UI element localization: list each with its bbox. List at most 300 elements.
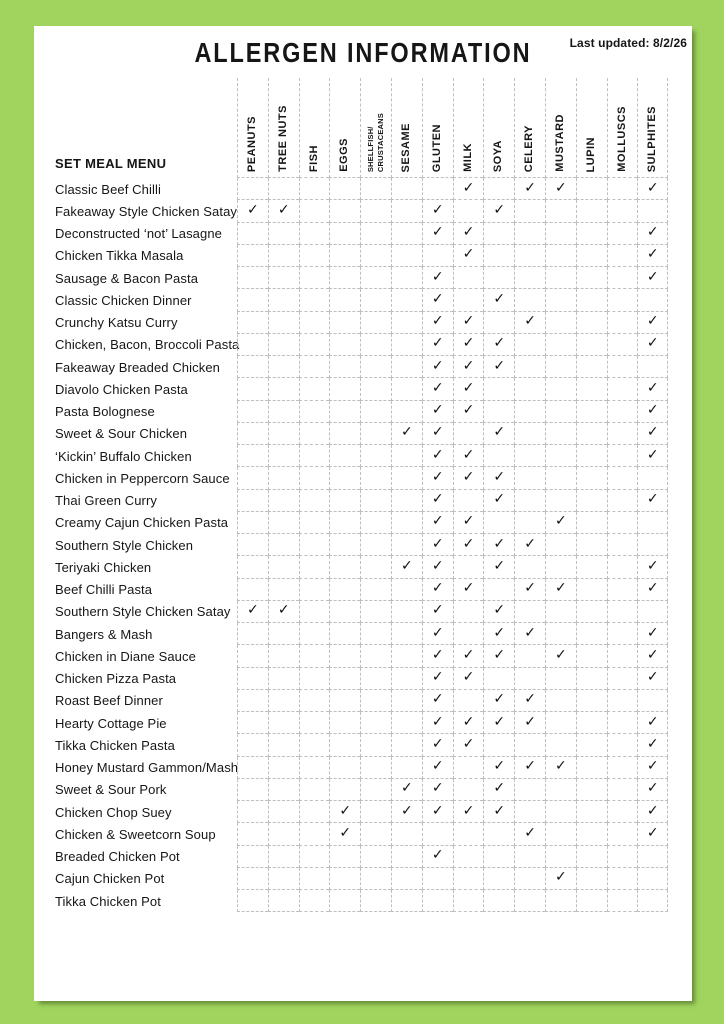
meal-name: Thai Green Curry bbox=[55, 493, 158, 509]
allergen-cell bbox=[360, 890, 391, 912]
allergen-cell bbox=[268, 668, 299, 690]
allergen-cell bbox=[268, 378, 299, 400]
allergen-cell bbox=[545, 334, 576, 356]
allergen-cell bbox=[360, 556, 391, 578]
allergen-cell bbox=[514, 823, 545, 845]
check-icon: ✓ bbox=[555, 758, 567, 775]
allergen-cell bbox=[514, 556, 545, 578]
allergen-cell bbox=[268, 779, 299, 801]
allergen-cell bbox=[268, 601, 299, 623]
allergen-cell bbox=[360, 801, 391, 823]
check-icon: ✓ bbox=[462, 402, 475, 419]
allergen-header-row bbox=[55, 78, 668, 178]
allergen-cell bbox=[299, 623, 330, 645]
allergen-cell bbox=[545, 623, 576, 645]
allergen-cell bbox=[391, 490, 422, 512]
allergen-header-cell bbox=[453, 78, 484, 178]
table-row bbox=[55, 556, 668, 578]
allergen-cell bbox=[607, 868, 638, 890]
table-row bbox=[55, 890, 668, 912]
allergen-cell bbox=[237, 534, 268, 556]
meal-name: Southern Style Chicken Satay bbox=[55, 604, 231, 620]
allergen-cell bbox=[422, 890, 453, 912]
meal-name: Sweet & Sour Chicken bbox=[55, 426, 188, 442]
allergen-cell bbox=[360, 467, 391, 489]
allergen-cell bbox=[637, 534, 668, 556]
table-row bbox=[55, 668, 668, 690]
allergen-cell bbox=[422, 690, 453, 712]
check-icon: ✓ bbox=[431, 580, 444, 597]
check-icon: ✓ bbox=[493, 602, 506, 619]
allergen-cell bbox=[360, 734, 391, 756]
check-icon: ✓ bbox=[277, 201, 290, 218]
meal-name: Chicken in Diane Sauce bbox=[55, 648, 196, 664]
allergen-cell bbox=[483, 645, 514, 667]
allergen-table bbox=[55, 78, 668, 912]
allergen-cell bbox=[607, 757, 638, 779]
allergen-cell bbox=[453, 556, 484, 578]
allergen-cell bbox=[237, 556, 268, 578]
allergen-cell bbox=[299, 890, 330, 912]
check-icon: ✓ bbox=[431, 357, 444, 374]
allergen-cell bbox=[299, 868, 330, 890]
allergen-cell bbox=[576, 200, 607, 222]
allergen-cell bbox=[329, 356, 360, 378]
check-icon: ✓ bbox=[493, 624, 506, 641]
allergen-cell bbox=[576, 512, 607, 534]
allergen-cell bbox=[576, 757, 607, 779]
meal-name: Classic Chicken Dinner bbox=[55, 292, 192, 308]
allergen-cell bbox=[576, 712, 607, 734]
allergen-cell bbox=[483, 579, 514, 601]
check-icon: ✓ bbox=[431, 758, 444, 775]
allergen-cell bbox=[514, 645, 545, 667]
allergen-header-cell bbox=[576, 78, 607, 178]
allergen-sheet bbox=[34, 26, 692, 1001]
allergen-cell bbox=[422, 267, 453, 289]
allergen-cell bbox=[545, 757, 576, 779]
allergen-cell bbox=[391, 801, 422, 823]
check-icon: ✓ bbox=[493, 758, 506, 775]
allergen-cell bbox=[422, 378, 453, 400]
allergen-cell bbox=[268, 312, 299, 334]
meal-name: Pasta Bolognese bbox=[55, 404, 155, 420]
table-row bbox=[55, 445, 668, 467]
allergen-cell bbox=[391, 334, 422, 356]
allergen-cell bbox=[268, 868, 299, 890]
allergen-cell bbox=[391, 423, 422, 445]
check-icon: ✓ bbox=[493, 535, 506, 552]
allergen-cell bbox=[607, 490, 638, 512]
allergen-cell bbox=[422, 200, 453, 222]
check-icon: ✓ bbox=[431, 847, 444, 864]
allergen-cell bbox=[453, 289, 484, 311]
allergen-cell bbox=[237, 512, 268, 534]
check-icon: ✓ bbox=[493, 357, 506, 374]
table-row bbox=[55, 200, 668, 222]
check-icon: ✓ bbox=[646, 735, 659, 752]
allergen-label: SESAME bbox=[400, 122, 412, 172]
allergen-cell bbox=[576, 779, 607, 801]
allergen-cell bbox=[576, 601, 607, 623]
allergen-label: LUPIN bbox=[584, 136, 597, 172]
allergen-cell bbox=[299, 200, 330, 222]
meal-name: Tikka Chicken Pasta bbox=[55, 737, 175, 753]
allergen-cell bbox=[514, 512, 545, 534]
check-icon: ✓ bbox=[555, 646, 567, 663]
allergen-cell bbox=[576, 623, 607, 645]
check-icon: ✓ bbox=[431, 424, 444, 441]
allergen-cell bbox=[453, 467, 484, 489]
allergen-cell bbox=[607, 890, 638, 912]
allergen-cell bbox=[360, 490, 391, 512]
allergen-cell bbox=[514, 490, 545, 512]
allergen-cell bbox=[576, 868, 607, 890]
meal-name: Fakeaway Breaded Chicken bbox=[55, 359, 220, 375]
allergen-header-cell bbox=[391, 78, 422, 178]
check-icon: ✓ bbox=[431, 201, 444, 218]
check-icon: ✓ bbox=[431, 268, 444, 285]
check-icon: ✓ bbox=[462, 513, 475, 530]
allergen-cell bbox=[360, 846, 391, 868]
allergen-cell bbox=[299, 401, 330, 423]
allergen-cell bbox=[483, 490, 514, 512]
check-icon: ✓ bbox=[431, 557, 444, 574]
allergen-cell bbox=[391, 556, 422, 578]
allergen-cell bbox=[237, 356, 268, 378]
allergen-table-body bbox=[55, 178, 668, 912]
allergen-cell bbox=[391, 223, 422, 245]
allergen-cell bbox=[391, 734, 422, 756]
allergen-header-cell bbox=[422, 78, 453, 178]
allergen-cell bbox=[268, 823, 299, 845]
allergen-cell bbox=[329, 779, 360, 801]
allergen-label: SHELLFISH/ CRUSTACEANS bbox=[366, 112, 386, 172]
allergen-cell bbox=[576, 467, 607, 489]
check-icon: ✓ bbox=[524, 580, 536, 597]
allergen-cell bbox=[360, 334, 391, 356]
check-icon: ✓ bbox=[431, 602, 444, 619]
allergen-cell bbox=[391, 534, 422, 556]
allergen-cell bbox=[391, 601, 422, 623]
allergen-cell bbox=[422, 334, 453, 356]
table-row bbox=[55, 712, 668, 734]
allergen-cell bbox=[607, 779, 638, 801]
allergen-cell bbox=[422, 712, 453, 734]
allergen-cell bbox=[607, 690, 638, 712]
check-icon: ✓ bbox=[462, 535, 475, 552]
allergen-cell bbox=[637, 623, 668, 645]
allergen-cell bbox=[391, 312, 422, 334]
allergen-cell bbox=[453, 623, 484, 645]
allergen-cell bbox=[360, 668, 391, 690]
allergen-cell bbox=[514, 757, 545, 779]
allergen-cell bbox=[637, 378, 668, 400]
meal-name: Hearty Cottage Pie bbox=[55, 715, 167, 731]
check-icon: ✓ bbox=[431, 402, 444, 419]
allergen-cell bbox=[422, 289, 453, 311]
check-icon: ✓ bbox=[493, 646, 506, 663]
allergen-cell bbox=[607, 846, 638, 868]
allergen-cell bbox=[483, 378, 514, 400]
allergen-cell bbox=[607, 668, 638, 690]
allergen-cell bbox=[483, 245, 514, 267]
allergen-cell bbox=[607, 200, 638, 222]
table-row bbox=[55, 512, 668, 534]
allergen-cell bbox=[329, 712, 360, 734]
allergen-cell bbox=[514, 289, 545, 311]
allergen-cell bbox=[268, 534, 299, 556]
meal-name: Crunchy Katsu Curry bbox=[55, 315, 178, 331]
table-row bbox=[55, 690, 668, 712]
allergen-cell bbox=[360, 757, 391, 779]
allergen-cell bbox=[268, 289, 299, 311]
allergen-cell bbox=[545, 734, 576, 756]
allergen-cell bbox=[329, 467, 360, 489]
allergen-cell bbox=[483, 334, 514, 356]
check-icon: ✓ bbox=[646, 246, 659, 263]
allergen-cell bbox=[453, 356, 484, 378]
check-icon: ✓ bbox=[462, 713, 475, 730]
allergen-cell bbox=[576, 846, 607, 868]
allergen-cell bbox=[607, 601, 638, 623]
allergen-cell bbox=[483, 556, 514, 578]
meal-name: Classic Beef Chilli bbox=[55, 181, 161, 197]
allergen-cell bbox=[329, 178, 360, 200]
allergen-cell bbox=[329, 690, 360, 712]
allergen-cell bbox=[329, 223, 360, 245]
allergen-cell bbox=[453, 490, 484, 512]
check-icon: ✓ bbox=[401, 557, 413, 574]
allergen-cell bbox=[607, 378, 638, 400]
allergen-cell bbox=[637, 267, 668, 289]
allergen-cell bbox=[422, 623, 453, 645]
allergen-cell bbox=[483, 223, 514, 245]
allergen-cell bbox=[391, 267, 422, 289]
allergen-cell bbox=[607, 445, 638, 467]
allergen-cell bbox=[483, 801, 514, 823]
allergen-header-cell bbox=[545, 78, 576, 178]
allergen-cell bbox=[545, 601, 576, 623]
allergen-cell bbox=[607, 712, 638, 734]
allergen-cell bbox=[391, 378, 422, 400]
check-icon: ✓ bbox=[646, 446, 659, 463]
allergen-cell bbox=[637, 512, 668, 534]
allergen-label: FISH bbox=[307, 144, 320, 172]
allergen-cell bbox=[514, 178, 545, 200]
allergen-cell bbox=[483, 690, 514, 712]
allergen-cell bbox=[514, 779, 545, 801]
check-icon: ✓ bbox=[431, 313, 444, 330]
allergen-cell bbox=[607, 823, 638, 845]
page-title: ALLERGEN INFORMATION bbox=[194, 37, 532, 68]
check-icon: ✓ bbox=[431, 491, 444, 508]
check-icon: ✓ bbox=[555, 513, 567, 530]
meal-name: Chicken, Bacon, Broccoli Pasta bbox=[55, 337, 240, 353]
allergen-cell bbox=[299, 312, 330, 334]
allergen-cell bbox=[483, 868, 514, 890]
table-row bbox=[55, 334, 668, 356]
check-icon: ✓ bbox=[462, 246, 475, 263]
check-icon: ✓ bbox=[431, 624, 444, 641]
allergen-cell bbox=[237, 312, 268, 334]
allergen-cell bbox=[483, 178, 514, 200]
allergen-cell bbox=[607, 178, 638, 200]
allergen-cell bbox=[607, 356, 638, 378]
meal-name: Tikka Chicken Pot bbox=[55, 893, 161, 909]
allergen-cell bbox=[637, 779, 668, 801]
check-icon: ✓ bbox=[524, 624, 536, 641]
allergen-cell bbox=[329, 623, 360, 645]
allergen-cell bbox=[329, 579, 360, 601]
allergen-cell bbox=[637, 645, 668, 667]
check-icon: ✓ bbox=[493, 424, 506, 441]
allergen-cell bbox=[607, 223, 638, 245]
allergen-cell bbox=[237, 334, 268, 356]
allergen-cell bbox=[360, 356, 391, 378]
allergen-cell bbox=[514, 601, 545, 623]
allergen-cell bbox=[483, 289, 514, 311]
table-row bbox=[55, 801, 668, 823]
allergen-label: PEANUTS bbox=[246, 115, 259, 172]
check-icon: ✓ bbox=[646, 580, 659, 597]
allergen-cell bbox=[237, 445, 268, 467]
allergen-cell bbox=[391, 623, 422, 645]
check-icon: ✓ bbox=[493, 491, 506, 508]
allergen-cell bbox=[545, 534, 576, 556]
allergen-header-cell bbox=[299, 78, 330, 178]
allergen-cell bbox=[422, 601, 453, 623]
allergen-cell bbox=[329, 757, 360, 779]
allergen-cell bbox=[576, 690, 607, 712]
allergen-cell bbox=[422, 245, 453, 267]
meal-name: Deconstructed ‘not’ Lasagne bbox=[55, 226, 222, 242]
allergen-header-cell bbox=[360, 78, 391, 178]
allergen-cell bbox=[329, 868, 360, 890]
allergen-cell bbox=[545, 245, 576, 267]
meal-name: Honey Mustard Gammon/Mash bbox=[55, 760, 239, 776]
allergen-cell bbox=[360, 623, 391, 645]
check-icon: ✓ bbox=[524, 713, 536, 730]
allergen-cell bbox=[329, 534, 360, 556]
allergen-cell bbox=[453, 401, 484, 423]
check-icon: ✓ bbox=[431, 379, 444, 396]
check-icon: ✓ bbox=[401, 802, 413, 819]
check-icon: ✓ bbox=[524, 824, 536, 841]
allergen-cell bbox=[483, 757, 514, 779]
check-icon: ✓ bbox=[646, 758, 659, 775]
check-icon: ✓ bbox=[431, 224, 444, 241]
allergen-cell bbox=[637, 757, 668, 779]
allergen-cell bbox=[637, 490, 668, 512]
table-row bbox=[55, 601, 668, 623]
allergen-cell bbox=[237, 178, 268, 200]
allergen-cell bbox=[453, 846, 484, 868]
check-icon: ✓ bbox=[401, 780, 413, 797]
allergen-cell bbox=[237, 757, 268, 779]
allergen-cell bbox=[545, 556, 576, 578]
check-icon: ✓ bbox=[431, 713, 444, 730]
check-icon: ✓ bbox=[431, 646, 444, 663]
allergen-cell bbox=[237, 467, 268, 489]
table-row bbox=[55, 223, 668, 245]
allergen-cell bbox=[514, 401, 545, 423]
allergen-cell bbox=[360, 245, 391, 267]
allergen-cell bbox=[453, 579, 484, 601]
meal-name: Cajun Chicken Pot bbox=[55, 871, 165, 887]
allergen-cell bbox=[299, 846, 330, 868]
allergen-cell bbox=[237, 623, 268, 645]
allergen-cell bbox=[391, 823, 422, 845]
allergen-cell bbox=[607, 401, 638, 423]
allergen-cell bbox=[237, 601, 268, 623]
allergen-cell bbox=[391, 779, 422, 801]
allergen-cell bbox=[268, 757, 299, 779]
allergen-cell bbox=[483, 846, 514, 868]
table-row bbox=[55, 378, 668, 400]
check-icon: ✓ bbox=[462, 802, 475, 819]
allergen-cell bbox=[391, 890, 422, 912]
allergen-cell bbox=[237, 200, 268, 222]
allergen-cell bbox=[483, 623, 514, 645]
allergen-cell bbox=[607, 289, 638, 311]
allergen-cell bbox=[607, 467, 638, 489]
allergen-cell bbox=[483, 823, 514, 845]
allergen-cell bbox=[237, 734, 268, 756]
check-icon: ✓ bbox=[462, 224, 475, 241]
table-row bbox=[55, 534, 668, 556]
allergen-cell bbox=[422, 512, 453, 534]
table-row bbox=[55, 401, 668, 423]
allergen-cell bbox=[453, 712, 484, 734]
allergen-cell bbox=[576, 823, 607, 845]
allergen-cell bbox=[299, 223, 330, 245]
allergen-cell bbox=[514, 467, 545, 489]
allergen-cell bbox=[576, 378, 607, 400]
allergen-cell bbox=[514, 868, 545, 890]
check-icon: ✓ bbox=[646, 713, 659, 730]
allergen-cell bbox=[607, 245, 638, 267]
allergen-cell bbox=[329, 512, 360, 534]
allergen-cell bbox=[360, 401, 391, 423]
allergen-cell bbox=[237, 267, 268, 289]
table-row bbox=[55, 734, 668, 756]
check-icon: ✓ bbox=[524, 691, 536, 708]
allergen-cell bbox=[483, 534, 514, 556]
check-icon: ✓ bbox=[462, 379, 475, 396]
allergen-cell bbox=[360, 312, 391, 334]
allergen-header-cell bbox=[329, 78, 360, 178]
allergen-cell bbox=[237, 245, 268, 267]
table-row bbox=[55, 289, 668, 311]
check-icon: ✓ bbox=[462, 357, 475, 374]
allergen-cell bbox=[299, 757, 330, 779]
allergen-cell bbox=[329, 668, 360, 690]
allergen-cell bbox=[422, 801, 453, 823]
allergen-cell bbox=[422, 757, 453, 779]
allergen-cell bbox=[637, 712, 668, 734]
check-icon: ✓ bbox=[493, 780, 506, 797]
check-icon: ✓ bbox=[247, 602, 259, 619]
allergen-cell bbox=[637, 223, 668, 245]
allergen-cell bbox=[607, 579, 638, 601]
allergen-cell bbox=[422, 579, 453, 601]
table-row bbox=[55, 846, 668, 868]
check-icon: ✓ bbox=[524, 758, 536, 775]
allergen-cell bbox=[453, 823, 484, 845]
allergen-cell bbox=[268, 334, 299, 356]
allergen-cell bbox=[453, 200, 484, 222]
